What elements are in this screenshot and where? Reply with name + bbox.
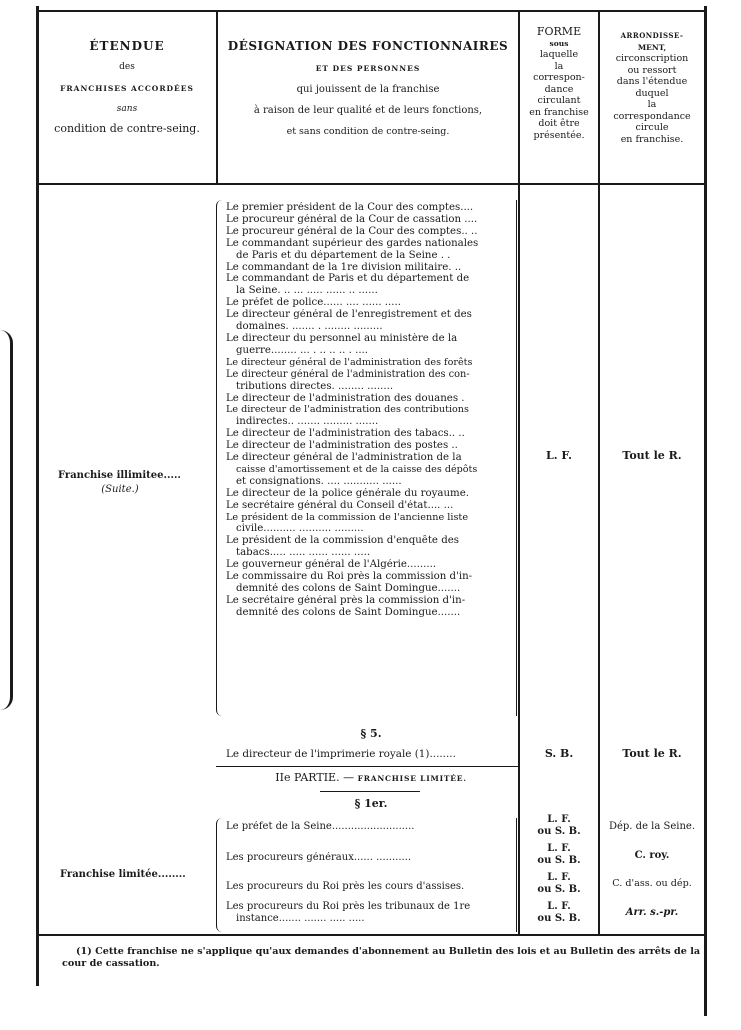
unlimited-label: Franchise illimitee..... <box>58 470 181 481</box>
unlimited-official-list <box>226 202 516 619</box>
official-line: Le secrétaire général du Conseil d'état.... ... <box>226 499 454 511</box>
official-line: Le directeur général de l'administration de la <box>226 452 462 464</box>
limited-row-text: Les procureurs du Roi près les cours d'assises. <box>226 881 465 892</box>
official-line: Le président de la commission de l'ancienne liste <box>226 511 469 523</box>
limited-row-text: Le préfet de la Seine.......................... <box>226 821 415 832</box>
official-line: Le directeur général de l'enregistrement et des <box>226 309 472 321</box>
official-line: tributions directes. ........ ........ <box>236 380 394 392</box>
official-line: domaines. ....... . ........ ......... <box>236 321 383 333</box>
brace-unlimited <box>216 200 223 716</box>
limited-row-text: Les procureurs généraux...... ........... <box>226 852 412 863</box>
section5-forme: S. B. <box>544 747 574 760</box>
brace-limited <box>216 818 223 932</box>
limited-row-arrondissement: C. d'ass. ou dép. <box>612 878 692 889</box>
official-line: Le commissaire du Roi près la commission d'in- <box>226 571 473 583</box>
official-line: Le directeur de l'administration des contributions <box>226 404 469 416</box>
official-line: indirectes.. ....... ......... ....... <box>236 416 379 428</box>
section5-text: Le directeur de l'imprimerie royale (1)........ <box>226 748 456 760</box>
part2-heading-prefix: IIe PARTIE. — <box>275 771 355 784</box>
part2-subheading: § 1er. <box>354 797 388 810</box>
official-line: Le président de la commission d'enquête des <box>226 535 459 547</box>
limited-row-forme: L. F. <box>547 872 571 883</box>
official-line: civile.......... .......... ......... <box>236 523 364 535</box>
official-line: Le commandant supérieur des gardes nationales <box>226 237 479 249</box>
brace-right-limited <box>516 818 517 932</box>
limited-row-forme: ou S. B. <box>537 855 581 866</box>
official-line: demnité des colons de Saint Domingue....... <box>236 583 461 594</box>
limited-row-text: Les procureurs du Roi près les tribunaux de 1re <box>226 901 471 912</box>
official-line: Le préfet de police...... .... ...... ..... <box>226 297 401 309</box>
limited-row-forme: ou S. B. <box>537 913 581 924</box>
official-line: Le directeur général de l'administration des forêts <box>226 356 473 368</box>
official-line: caisse d'amortissement et de la caisse des dépôts <box>236 463 478 475</box>
official-line: Le secrétaire général près la commission d'in- <box>226 594 466 606</box>
limited-row-forme: ou S. B. <box>537 884 581 895</box>
limited-row-arrondissement: C. roy. <box>634 850 670 861</box>
limited-label: Franchise limitée........ <box>60 869 186 880</box>
official-line: de Paris et du département de la Seine . . <box>236 249 451 261</box>
table-bottom-rule <box>36 934 707 936</box>
official-line: Le directeur de la police générale du royaume. <box>226 487 469 499</box>
table-left-border <box>36 6 39 986</box>
limited-row-text-cont: instance....... ....... ..... ..... <box>236 913 365 924</box>
section5-heading: § 5. <box>360 727 382 740</box>
unlimited-suite: (Suite.) <box>101 484 139 495</box>
limited-row-forme: L. F. <box>547 901 571 912</box>
brace-right-unlimited <box>516 200 517 716</box>
unlimited-forme: L. F. <box>546 449 572 462</box>
limited-row-arrondissement: Arr. s.-pr. <box>625 907 679 918</box>
col-rule-2 <box>518 10 520 935</box>
unlimited-arrondissement: Tout le R. <box>622 449 682 462</box>
official-line: Le directeur de l'administration des douanes . <box>226 392 465 404</box>
official-line: Le gouverneur général de l'Algérie......... <box>226 559 437 571</box>
footnote: (1) Cette franchise ne s'applique qu'aux demandes d'abonnement au Bulletin des lois et au Bulletin des arrêts de la cour de cassation. <box>62 946 701 969</box>
header-col-designation: DÉSIGNATION DES FONCTIONNAIRES ET DES PERSONNES qui jouissent de la franchise à raison de leur qualité et de leurs fonctions, et sans condition de contre-seing. <box>227 39 509 137</box>
part2-sub-rule <box>320 791 420 792</box>
official-line: Le procureur général de la Cour des comptes.. .. <box>226 225 478 237</box>
official-line: Le directeur général de l'administration des con- <box>226 368 470 380</box>
official-line: Le premier président de la Cour des comptes.... <box>226 202 474 213</box>
official-line: la Seine. .. ... ..... ...... .. ...... <box>236 285 378 297</box>
header-col-forme: FORME sous laquelle la correspon- dance circulant en franchise doit être présentée. <box>529 25 589 141</box>
limited-row-forme: L. F. <box>547 843 571 854</box>
official-line: Le commandant de Paris et du département de <box>226 273 470 285</box>
scan-binding-edge <box>0 330 13 710</box>
official-line: tabacs..... ..... ...... ...... ..... <box>236 547 371 559</box>
official-line: Le procureur général de la Cour de cassation .... <box>226 213 478 225</box>
official-line: Le directeur de l'administration des postes .. <box>226 440 458 452</box>
section5-arrondissement: Tout le R. <box>622 747 682 760</box>
official-line: Le directeur de l'administration des tabacs.. .. <box>226 428 465 440</box>
header-col-arrondissement: ARRONDISSE- MENT, circonscription ou ressort dans l'étendue duquel la correspondance circule en franchise. <box>613 31 691 145</box>
limited-row-forme: L. F. <box>547 814 571 825</box>
part2-heading-rest: FRANCHISE LIMITÉE. <box>357 774 467 783</box>
table-right-border <box>704 6 707 1016</box>
official-line: demnité des colons de Saint Domingue....... <box>236 606 461 618</box>
official-line: et consignations. .... ........... ...... <box>236 475 402 487</box>
table-top-border <box>36 10 707 12</box>
limited-row-forme: ou S. B. <box>537 826 581 837</box>
limited-row-arrondissement: Dép. de la Seine. <box>608 821 696 832</box>
col-rule-3 <box>598 10 600 935</box>
official-line: Le directeur du personnel au ministère de la <box>226 332 458 344</box>
header-col-extent: ÉTENDUE des FRANCHISES ACCORDÉES sans condition de contre-seing. <box>54 39 200 135</box>
header-bottom-rule <box>36 183 707 185</box>
part2-top-rule <box>216 766 518 767</box>
part2-heading <box>226 772 516 785</box>
official-line: Le commandant de la 1re division militaire. .. <box>226 261 462 273</box>
col-rule-1 <box>216 10 218 185</box>
official-line: guerre........ ... . .. .. .. . .... <box>236 344 369 356</box>
